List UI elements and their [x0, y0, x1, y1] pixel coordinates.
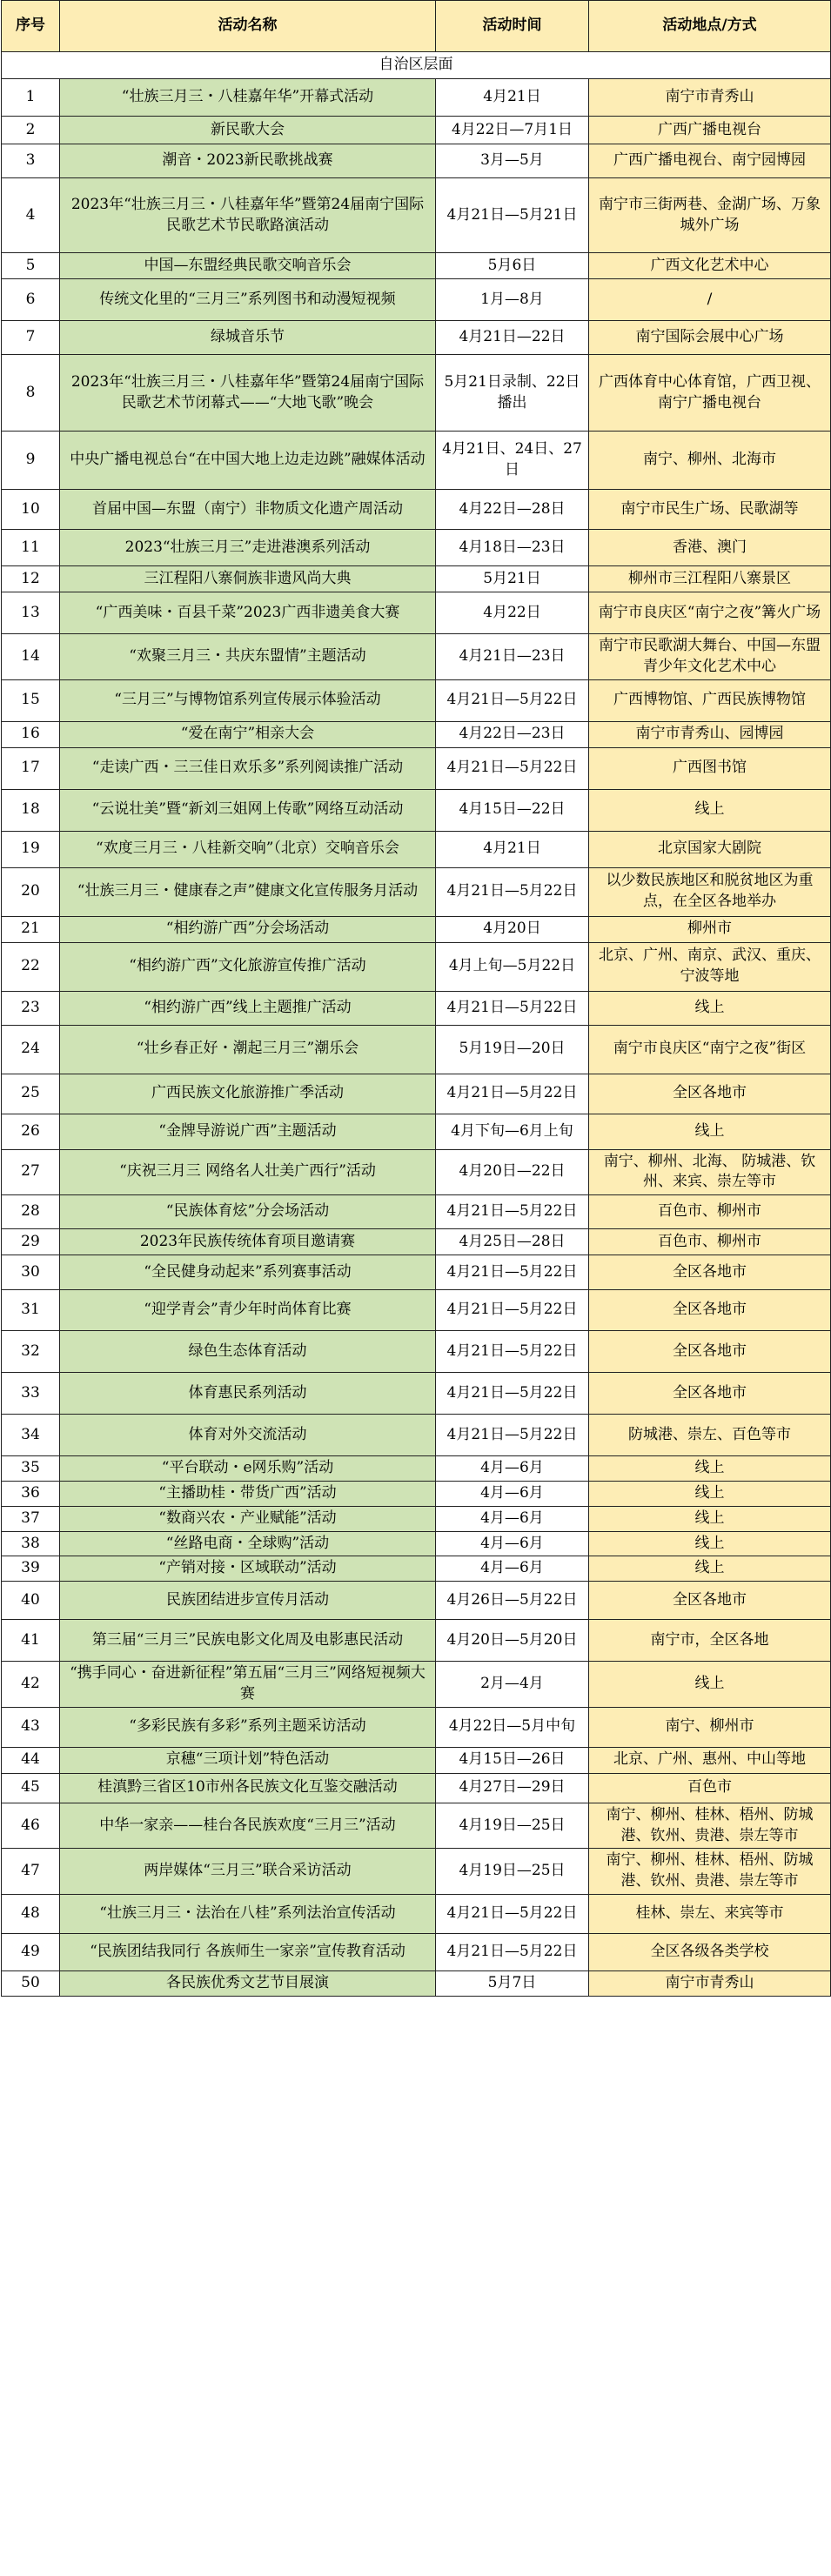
table-row — [2, 1707, 831, 1747]
activity-name: “三月三”与博物馆系列宣传展示体验活动 — [60, 679, 436, 721]
header-row — [2, 1, 831, 52]
row-number: 15 — [2, 679, 60, 721]
activity-location: 南宁、柳州、桂林、梧州、防城港、钦州、贵港、崇左等市 — [589, 1803, 831, 1849]
activity-name: 广西民族文化旅游推广季活动 — [60, 1074, 436, 1114]
activity-location: 全区各地市 — [589, 1373, 831, 1415]
activity-time: 4月26日—5月22日 — [436, 1582, 589, 1620]
table-row — [2, 144, 831, 178]
activity-time: 4月22日 — [436, 592, 589, 634]
activity-location: 百色市、柳州市 — [589, 1195, 831, 1229]
activity-name: “平台联动・e网乐购”活动 — [60, 1456, 436, 1482]
activity-name: “壮族三月三・八桂嘉年华”开幕式活动 — [60, 79, 436, 117]
table-row — [2, 117, 831, 144]
table-row — [2, 747, 831, 789]
activity-location: 线上 — [589, 789, 831, 831]
row-number: 22 — [2, 942, 60, 991]
row-number: 25 — [2, 1074, 60, 1114]
activity-name: “全民健身动起来”系列赛事活动 — [60, 1255, 436, 1290]
activity-name: 中华一家亲——桂台各民族欢度“三月三”活动 — [60, 1803, 436, 1849]
activity-time: 4月27日—29日 — [436, 1773, 589, 1803]
row-number: 49 — [2, 1933, 60, 1970]
table-row — [2, 1290, 831, 1331]
row-number: 46 — [2, 1803, 60, 1849]
section-row — [2, 52, 831, 79]
activity-time: 4月22日—28日 — [436, 490, 589, 530]
table-row — [2, 1531, 831, 1556]
activity-location: 线上 — [589, 1556, 831, 1582]
activity-name: 第三届“三月三”民族电影文化周及电影惠民活动 — [60, 1620, 436, 1662]
row-number: 42 — [2, 1662, 60, 1708]
header-no: 序号 — [2, 1, 60, 52]
row-number: 20 — [2, 867, 60, 916]
table-row — [2, 490, 831, 530]
table-row — [2, 1255, 831, 1290]
table-row — [2, 1662, 831, 1708]
row-number: 5 — [2, 253, 60, 279]
table-row — [2, 1773, 831, 1803]
table-row — [2, 178, 831, 253]
activity-time: 4月21日—5月22日 — [436, 1195, 589, 1229]
row-number: 50 — [2, 1970, 60, 1996]
row-number: 28 — [2, 1195, 60, 1229]
row-number: 13 — [2, 592, 60, 634]
table-row — [2, 991, 831, 1025]
activity-location: 百色市 — [589, 1773, 831, 1803]
activity-time: 4月18日—23日 — [436, 530, 589, 566]
row-number: 9 — [2, 432, 60, 490]
activity-name: “相约游广西”线上主题推广活动 — [60, 991, 436, 1025]
row-number: 34 — [2, 1415, 60, 1456]
activity-location: 北京、广州、惠州、中山等地 — [589, 1747, 831, 1773]
table-row — [2, 1582, 831, 1620]
header-name: 活动名称 — [60, 1, 436, 52]
row-number: 45 — [2, 1773, 60, 1803]
row-number: 7 — [2, 321, 60, 355]
activity-time: 5月6日 — [436, 253, 589, 279]
activity-time: 4月—6月 — [436, 1481, 589, 1506]
table-row — [2, 1229, 831, 1255]
activity-time: 4月21日—5月22日 — [436, 679, 589, 721]
activity-location: 广西广播电视台、南宁园博园 — [589, 144, 831, 178]
row-number: 41 — [2, 1620, 60, 1662]
activity-name: “欢聚三月三・共庆东盟情”主题活动 — [60, 634, 436, 680]
activity-name: 两岸媒体“三月三”联合采访活动 — [60, 1849, 436, 1895]
activity-location: 北京国家大剧院 — [589, 831, 831, 867]
activity-time: 4月21日—5月21日 — [436, 178, 589, 253]
activity-time: 2月—4月 — [436, 1662, 589, 1708]
row-number: 6 — [2, 279, 60, 321]
activity-time: 4月上旬—5月22日 — [436, 942, 589, 991]
row-number: 32 — [2, 1331, 60, 1373]
activity-time: 4月—6月 — [436, 1456, 589, 1482]
activity-time: 4月22日—23日 — [436, 721, 589, 747]
activity-location: 广西博物馆、广西民族博物馆 — [589, 679, 831, 721]
activity-time: 4月21日—5月22日 — [436, 1894, 589, 1933]
activity-location: 南宁市民歌湖大舞台、中国—东盟青少年文化艺术中心 — [589, 634, 831, 680]
row-number: 29 — [2, 1229, 60, 1255]
activity-name: “民族体育炫”分会场活动 — [60, 1195, 436, 1229]
activity-time: 4月21日 — [436, 831, 589, 867]
activity-name: 三江程阳八寨侗族非遗风尚大典 — [60, 566, 436, 592]
activity-time: 4月22日—7月1日 — [436, 117, 589, 144]
row-number: 16 — [2, 721, 60, 747]
activity-time: 4月21日 — [436, 79, 589, 117]
activity-location: 柳州市 — [589, 916, 831, 942]
row-number: 19 — [2, 831, 60, 867]
activity-time: 5月19日—20日 — [436, 1025, 589, 1074]
activity-location: 线上 — [589, 991, 831, 1025]
activity-location: 南宁市良庆区“南宁之夜”街区 — [589, 1025, 831, 1074]
activity-name: 中央广播电视总台“在中国大地上边走边跳”融媒体活动 — [60, 432, 436, 490]
activity-time: 4月20日—22日 — [436, 1149, 589, 1195]
row-number: 43 — [2, 1707, 60, 1747]
activity-time: 4月21日、24日、27日 — [436, 432, 589, 490]
activity-time: 4月22日—5月中旬 — [436, 1707, 589, 1747]
table-row — [2, 1894, 831, 1933]
activity-location: 南宁市民生广场、民歌湖等 — [589, 490, 831, 530]
activity-name: “相约游广西”分会场活动 — [60, 916, 436, 942]
activity-location: 南宁市青秀山 — [589, 79, 831, 117]
row-number: 3 — [2, 144, 60, 178]
row-number: 18 — [2, 789, 60, 831]
activity-location: 线上 — [589, 1481, 831, 1506]
activity-location: 广西图书馆 — [589, 747, 831, 789]
activity-name: 新民歌大会 — [60, 117, 436, 144]
table-row — [2, 1970, 831, 1996]
activity-name: 2023年民族传统体育项目邀请赛 — [60, 1229, 436, 1255]
activity-time: 5月21日录制、22日播出 — [436, 355, 589, 432]
row-number: 26 — [2, 1114, 60, 1149]
table-row — [2, 916, 831, 942]
activity-location: 广西文化艺术中心 — [589, 253, 831, 279]
row-number: 24 — [2, 1025, 60, 1074]
activity-name: 2023“壮族三月三”走进港澳系列活动 — [60, 530, 436, 566]
activity-time: 4月19日—25日 — [436, 1849, 589, 1895]
table-row — [2, 279, 831, 321]
row-number: 17 — [2, 747, 60, 789]
activity-time: 4月21日—5月22日 — [436, 1415, 589, 1456]
activity-name: “云说壮美”暨“新刘三姐网上传歌”网络互动活动 — [60, 789, 436, 831]
activity-name: “走读广西・三三佳日欢乐多”系列阅读推广活动 — [60, 747, 436, 789]
table-row — [2, 942, 831, 991]
row-number: 27 — [2, 1149, 60, 1195]
activity-time: 1月—8月 — [436, 279, 589, 321]
activity-name: 2023年“壮族三月三・八桂嘉年华”暨第24届南宁国际民歌艺术节民歌路演活动 — [60, 178, 436, 253]
activity-time: 4月21日—23日 — [436, 634, 589, 680]
table-row — [2, 1803, 831, 1849]
table-row — [2, 789, 831, 831]
activity-name: 传统文化里的“三月三”系列图书和动漫短视频 — [60, 279, 436, 321]
row-number: 8 — [2, 355, 60, 432]
table-row — [2, 1747, 831, 1773]
activity-name: “金牌导游说广西”主题活动 — [60, 1114, 436, 1149]
activity-name: “相约游广西”文化旅游宣传推广活动 — [60, 942, 436, 991]
activity-name: “欢度三月三・八桂新交响”（北京）交响音乐会 — [60, 831, 436, 867]
activity-location: 广西广播电视台 — [589, 117, 831, 144]
table-row — [2, 679, 831, 721]
activity-name: 京穗“三项计划”特色活动 — [60, 1747, 436, 1773]
row-number: 38 — [2, 1531, 60, 1556]
activity-location: 南宁市青秀山、园博园 — [589, 721, 831, 747]
table-row — [2, 867, 831, 916]
row-number: 4 — [2, 178, 60, 253]
activity-location: 南宁国际会展中心广场 — [589, 321, 831, 355]
activity-time: 4月21日—5月22日 — [436, 1255, 589, 1290]
table-row — [2, 592, 831, 634]
activity-location: 防城港、崇左、百色等市 — [589, 1415, 831, 1456]
activity-name: “爱在南宁”相亲大会 — [60, 721, 436, 747]
row-number: 12 — [2, 566, 60, 592]
row-number: 30 — [2, 1255, 60, 1290]
activities-table — [1, 0, 831, 1997]
activity-time: 4月25日—28日 — [436, 1229, 589, 1255]
activity-name: “数商兴农・产业赋能”活动 — [60, 1506, 436, 1531]
activity-time: 4月—6月 — [436, 1531, 589, 1556]
activity-name: 各民族优秀文艺节目展演 — [60, 1970, 436, 1996]
table-row — [2, 1933, 831, 1970]
table-row — [2, 831, 831, 867]
row-number: 37 — [2, 1506, 60, 1531]
activity-name: 潮音・2023新民歌挑战赛 — [60, 144, 436, 178]
activity-location: 香港、澳门 — [589, 530, 831, 566]
activity-time: 4月21日—22日 — [436, 321, 589, 355]
row-number: 2 — [2, 117, 60, 144]
table-row — [2, 1025, 831, 1074]
table-row — [2, 1415, 831, 1456]
table-row — [2, 1506, 831, 1531]
header-time: 活动时间 — [436, 1, 589, 52]
activity-name: 首届中国—东盟（南宁）非物质文化遗产周活动 — [60, 490, 436, 530]
activity-name: “庆祝三月三 网络名人壮美广西行”活动 — [60, 1149, 436, 1195]
activity-name: “壮族三月三・法治在八桂”系列法治宣传活动 — [60, 1894, 436, 1933]
row-number: 48 — [2, 1894, 60, 1933]
activity-time: 5月21日 — [436, 566, 589, 592]
table-row — [2, 1195, 831, 1229]
row-number: 35 — [2, 1456, 60, 1482]
activity-location: 线上 — [589, 1506, 831, 1531]
activity-name: “壮族三月三・健康春之声”健康文化宣传服务月活动 — [60, 867, 436, 916]
table-row — [2, 634, 831, 680]
activity-time: 4月21日—5月22日 — [436, 1290, 589, 1331]
activity-name: 体育惠民系列活动 — [60, 1373, 436, 1415]
activity-location: 广西体育中心体育馆，广西卫视、南宁广播电视台 — [589, 355, 831, 432]
row-number: 36 — [2, 1481, 60, 1506]
activity-location: 南宁、柳州、北海、 防城港、钦州、来宾、崇左等市 — [589, 1149, 831, 1195]
activity-time: 4月—6月 — [436, 1506, 589, 1531]
activity-location: 南宁、柳州、桂林、梧州、防城港、钦州、贵港、崇左等市 — [589, 1849, 831, 1895]
activity-location: 全区各级各类学校 — [589, 1933, 831, 1970]
table-row — [2, 1556, 831, 1582]
table-row — [2, 530, 831, 566]
row-number: 14 — [2, 634, 60, 680]
activity-location: 桂林、崇左、来宾等市 — [589, 1894, 831, 1933]
table-row — [2, 1456, 831, 1482]
activity-location: 全区各地市 — [589, 1331, 831, 1373]
row-number: 1 — [2, 79, 60, 117]
activity-location: 北京、广州、南京、武汉、重庆、宁波等地 — [589, 942, 831, 991]
table-row — [2, 721, 831, 747]
activity-name: “主播助桂・带货广西”活动 — [60, 1481, 436, 1506]
activity-time: 4月20日—5月20日 — [436, 1620, 589, 1662]
activity-location: 南宁市三街两巷、金湖广场、万象城外广场 — [589, 178, 831, 253]
table-row — [2, 1074, 831, 1114]
activity-location: 线上 — [589, 1456, 831, 1482]
activity-time: 4月19日—25日 — [436, 1803, 589, 1849]
activity-location: 南宁市，全区各地 — [589, 1620, 831, 1662]
table-row — [2, 566, 831, 592]
table-row — [2, 321, 831, 355]
activity-location: 全区各地市 — [589, 1255, 831, 1290]
activity-location: / — [589, 279, 831, 321]
table-row — [2, 79, 831, 117]
activity-time: 4月21日—5月22日 — [436, 1933, 589, 1970]
activity-location: 线上 — [589, 1114, 831, 1149]
table-row — [2, 1331, 831, 1373]
row-number: 31 — [2, 1290, 60, 1331]
activity-time: 4月21日—5月22日 — [436, 1074, 589, 1114]
activity-time: 4月21日—5月22日 — [436, 1373, 589, 1415]
activity-name: 桂滇黔三省区10市州各民族文化互鉴交融活动 — [60, 1773, 436, 1803]
activity-location: 全区各地市 — [589, 1582, 831, 1620]
activity-name: 民族团结进步宣传月活动 — [60, 1582, 436, 1620]
row-number: 33 — [2, 1373, 60, 1415]
activity-time: 4月21日—5月22日 — [436, 1331, 589, 1373]
activity-time: 4月21日—5月22日 — [436, 747, 589, 789]
activity-time: 4月21日—5月22日 — [436, 991, 589, 1025]
section-title: 自治区层面 — [2, 52, 831, 79]
activity-location: 线上 — [589, 1531, 831, 1556]
activity-location: 南宁市良庆区“南宁之夜”篝火广场 — [589, 592, 831, 634]
row-number: 10 — [2, 490, 60, 530]
table-row — [2, 355, 831, 432]
activity-name: “多彩民族有多彩”系列主题采访活动 — [60, 1707, 436, 1747]
table-row — [2, 1373, 831, 1415]
activity-location: 线上 — [589, 1662, 831, 1708]
activity-location: 全区各地市 — [589, 1074, 831, 1114]
activity-location: 全区各地市 — [589, 1290, 831, 1331]
activity-name: “民族团结我同行 各族师生一家亲”宣传教育活动 — [60, 1933, 436, 1970]
row-number: 44 — [2, 1747, 60, 1773]
table-row — [2, 1849, 831, 1895]
table-row — [2, 253, 831, 279]
activity-name: 绿城音乐节 — [60, 321, 436, 355]
activity-name: 2023年“壮族三月三・八桂嘉年华”暨第24届南宁国际民歌艺术节闭幕式——“大地飞歌”晚会 — [60, 355, 436, 432]
activity-location: 柳州市三江程阳八寨景区 — [589, 566, 831, 592]
row-number: 21 — [2, 916, 60, 942]
activity-name: 体育对外交流活动 — [60, 1415, 436, 1456]
row-number: 39 — [2, 1556, 60, 1582]
activity-name: “壮乡春正好・潮起三月三”潮乐会 — [60, 1025, 436, 1074]
table-body — [2, 52, 831, 1997]
activity-location: 南宁市青秀山 — [589, 1970, 831, 1996]
activity-name: “迎学青会”青少年时尚体育比赛 — [60, 1290, 436, 1331]
activity-time: 5月7日 — [436, 1970, 589, 1996]
table-row — [2, 432, 831, 490]
activity-name: “广西美味・百县千菜”2023广西非遗美食大赛 — [60, 592, 436, 634]
activity-time: 4月—6月 — [436, 1556, 589, 1582]
activity-name: 绿色生态体育活动 — [60, 1331, 436, 1373]
activity-time: 4月15日—26日 — [436, 1747, 589, 1773]
activity-location: 百色市、柳州市 — [589, 1229, 831, 1255]
activity-time: 4月21日—5月22日 — [436, 867, 589, 916]
table-row — [2, 1620, 831, 1662]
activity-time: 4月下旬—6月上旬 — [436, 1114, 589, 1149]
header-location: 活动地点/方式 — [589, 1, 831, 52]
row-number: 11 — [2, 530, 60, 566]
activity-location: 南宁、柳州市 — [589, 1707, 831, 1747]
table-row — [2, 1481, 831, 1506]
row-number: 40 — [2, 1582, 60, 1620]
activity-time: 3月—5月 — [436, 144, 589, 178]
table-row — [2, 1114, 831, 1149]
activity-name: “产销对接・区域联动”活动 — [60, 1556, 436, 1582]
activity-name: 中国—东盟经典民歌交响音乐会 — [60, 253, 436, 279]
activity-time: 4月15日—22日 — [436, 789, 589, 831]
row-number: 47 — [2, 1849, 60, 1895]
activity-location: 南宁、柳州、北海市 — [589, 432, 831, 490]
table-row — [2, 1149, 831, 1195]
row-number: 23 — [2, 991, 60, 1025]
activity-name: “丝路电商・全球购”活动 — [60, 1531, 436, 1556]
activity-location: 以少数民族地区和脱贫地区为重点，在全区各地举办 — [589, 867, 831, 916]
activity-name: “携手同心・奋进新征程”第五届“三月三”网络短视频大赛 — [60, 1662, 436, 1708]
activity-time: 4月20日 — [436, 916, 589, 942]
